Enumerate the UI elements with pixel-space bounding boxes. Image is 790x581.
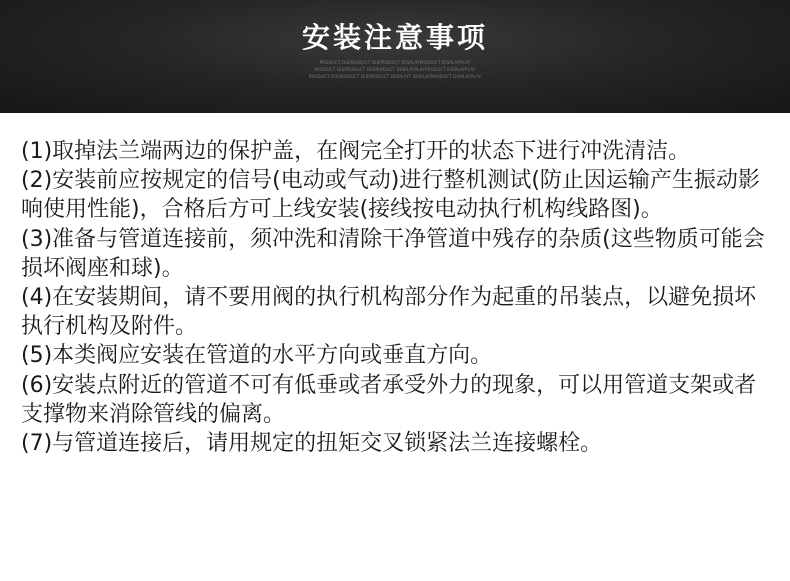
instructions-list (21, 137, 771, 458)
page-title: 安装注意事项 (301, 21, 488, 54)
instruction-item-3: (3)准备与管道连接前，须冲洗和清除干净管道中残存的杂质(这些物质可能会损坏阀座和球)。 (21, 226, 765, 281)
instruction-item-7: (7)与管道连接后，请用规定的扭矩交叉锁紧法兰连接螺栓。 (21, 431, 603, 457)
decor-text-line: PRODUCT DISPRODUCT DISPRODUCT DISPLAYT DISPLAYPRODUCT DISPLAYPLAY (308, 74, 482, 79)
instruction-item-5: (5)本类阀应安装在管道的水平方向或垂直方向。 (21, 343, 493, 369)
instruction-item-1: (1)取掉法兰端两边的保护盖，在阀完全打开的状态下进行冲洗清洁。 (21, 139, 691, 164)
header-banner (0, 0, 790, 113)
instruction-item-2: (2)安装前应按规定的信号(电动或气动)进行整机测试(防止因运输产生振动影响使用性能)，合格后方可上线安装(接线按电动执行机构线路图)。 (21, 168, 760, 223)
instruction-item-6: (6)安装点附近的管道不可有低垂或者承受外力的现象，可以用管道支架或者支撑物来消除管线的偏离。 (21, 372, 757, 427)
instruction-item-4: (4)在安装期间，请不要用阀的执行机构部分作为起重的吊装点，以避免损坏执行机构及附件。 (21, 285, 757, 340)
decor-text-line: PRODUCT DISPRODUCT DISPRODUCT DISPLAYPLAYPRODUCT DISPLAYPLAY (314, 67, 476, 72)
decor-text-line: PRODUCT DISPRODUCT DISPRODUCT DISPLAYPRODUCT DISPLAYPLAY (319, 60, 471, 65)
